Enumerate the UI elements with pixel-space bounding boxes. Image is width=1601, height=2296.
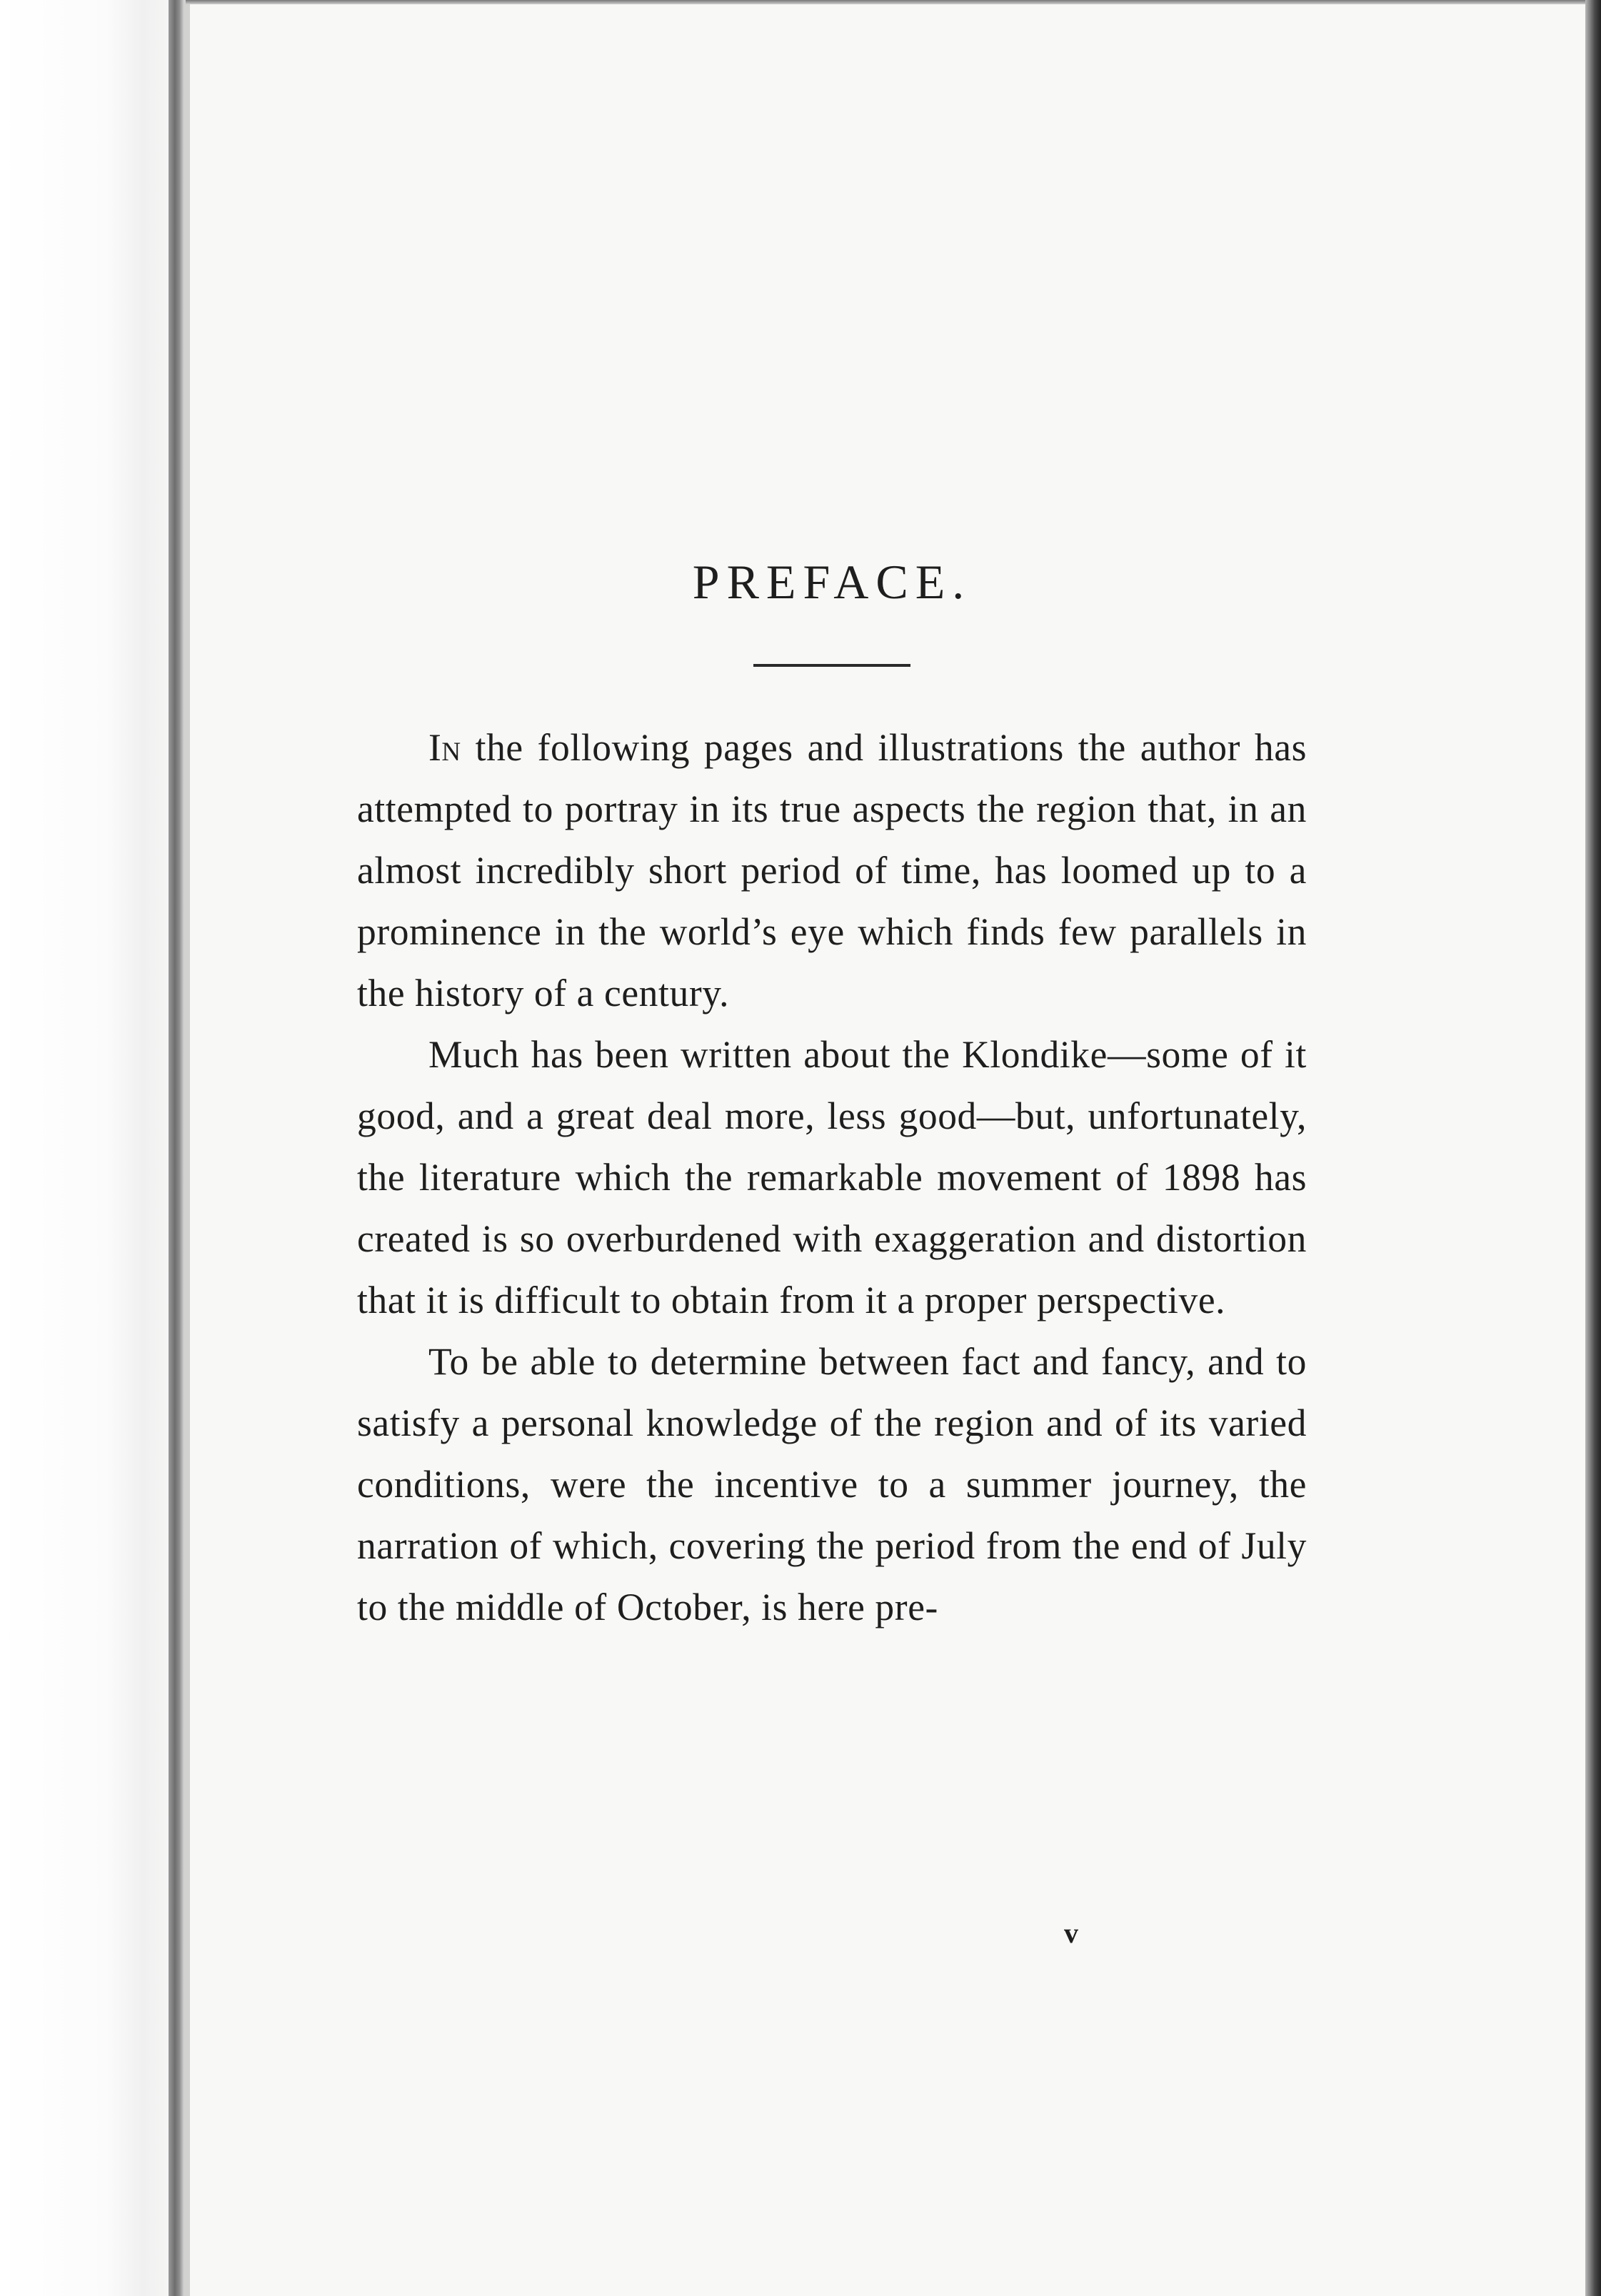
paragraph-2-text: Much has been written about the Klondike—some of it good, and a great deal more, less good—but, unfortunately, the literature which the remarkable movement of 1898 has created is so overburdened with exaggeration and distortion that it is difficult to obtain from it a proper perspective. bbox=[357, 1033, 1307, 1321]
page-gutter bbox=[0, 0, 171, 2296]
right-page-edge bbox=[1585, 0, 1601, 2296]
paragraph-3-text: To be able to determine between fact and fancy, and to satisfy a personal knowledge of the region and of its varied conditions, were the incentive to a summer journey, the narration of which, covering the period from the end of July to the middle of October, is here pre- bbox=[357, 1340, 1307, 1628]
paragraph-1-lead: In bbox=[428, 726, 461, 769]
paragraph-1 bbox=[357, 717, 1307, 1024]
page-title: PREFACE. bbox=[692, 555, 972, 609]
page-number: v bbox=[1064, 1917, 1078, 1949]
top-page-edge bbox=[186, 0, 1585, 4]
paragraph-2 bbox=[357, 1024, 1307, 1331]
title-rule bbox=[753, 664, 910, 667]
preface-body bbox=[357, 717, 1307, 1638]
paragraph-3 bbox=[357, 1331, 1307, 1638]
binding-edge bbox=[169, 0, 184, 2296]
paragraph-1-text: the following pages and illustrations the author has attempted to portray in its true aspects the region that, in an almost incredibly short period of time, has loomed up to a prominence in the world’s eye which finds few parallels in the history of a century. bbox=[357, 726, 1307, 1014]
binding-shadow bbox=[184, 0, 190, 2296]
page-content bbox=[357, 543, 1307, 1638]
